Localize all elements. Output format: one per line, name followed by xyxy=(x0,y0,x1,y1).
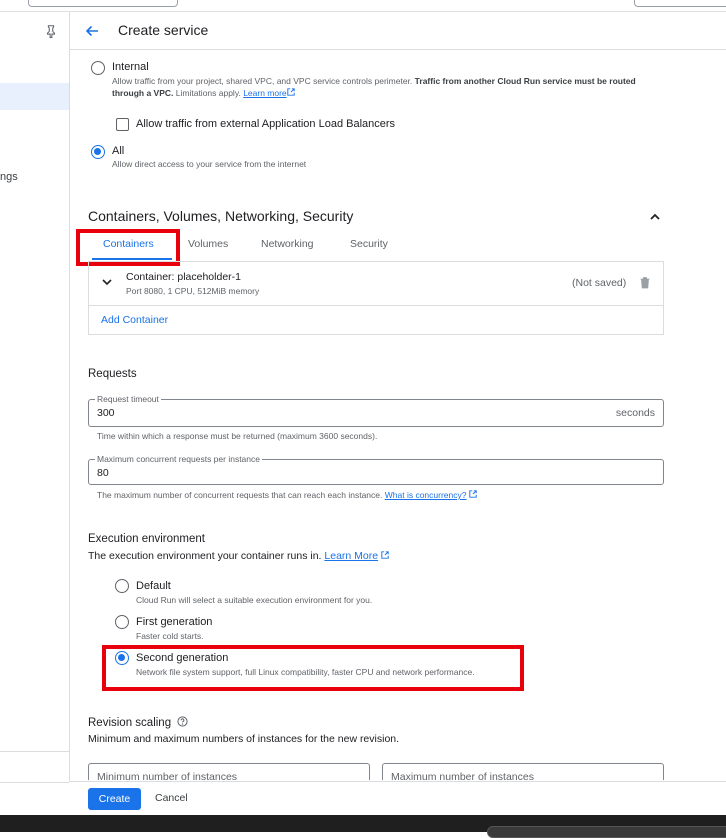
exec-env-first-gen-label: First generation xyxy=(136,616,213,628)
tab-containers[interactable]: Containers xyxy=(103,238,154,250)
sidebar-divider xyxy=(0,782,69,783)
exec-env-first-gen-radio[interactable] xyxy=(115,615,129,629)
help-icon[interactable] xyxy=(177,716,188,727)
containers-section-title: Containers, Volumes, Networking, Security xyxy=(88,208,354,224)
request-timeout-field[interactable] xyxy=(88,394,664,427)
execution-env-description xyxy=(88,550,389,562)
exec-env-second-gen-label: Second generation xyxy=(136,652,229,664)
request-timeout-label: Request timeout xyxy=(97,394,159,404)
concurrency-hint xyxy=(97,490,477,500)
ingress-all-label: All xyxy=(112,145,125,157)
learn-more-link[interactable]: Learn More xyxy=(324,550,379,562)
sidebar-divider xyxy=(0,751,69,752)
concurrency-value[interactable]: 80 xyxy=(97,467,109,479)
main-content xyxy=(70,51,726,780)
exec-env-second-gen-desc: Network file system support, full Linux compatibility, faster CPU and network performance. xyxy=(136,667,475,677)
sidebar xyxy=(0,12,70,782)
requests-title: Requests xyxy=(88,368,137,380)
desc-tail: Limitations apply. xyxy=(175,87,241,98)
ingress-all-radio[interactable] xyxy=(91,145,105,159)
trash-icon[interactable] xyxy=(639,276,651,289)
concurrency-label: Maximum concurrent requests per instance xyxy=(97,454,260,464)
chevron-up-icon[interactable] xyxy=(648,210,662,224)
revision-scaling-description: Minimum and maximum numbers of instances for the new revision. xyxy=(88,733,400,745)
highlight-box-second-generation xyxy=(102,645,524,691)
alb-checkbox[interactable] xyxy=(116,118,129,131)
pin-icon[interactable] xyxy=(44,24,58,38)
sidebar-item-label[interactable]: ngs xyxy=(0,171,18,183)
request-timeout-suffix: seconds xyxy=(615,407,655,419)
exec-env-default-desc: Cloud Run will select a suitable execution environment for you. xyxy=(136,595,373,605)
exec-env-default-radio[interactable] xyxy=(115,579,129,593)
back-arrow-icon[interactable] xyxy=(84,23,100,39)
add-container-button[interactable]: Add Container xyxy=(101,314,169,326)
alb-checkbox-label: Allow traffic from external Application Load Balancers xyxy=(136,118,396,130)
page-header xyxy=(70,12,726,50)
ingress-internal-radio[interactable] xyxy=(91,61,105,75)
tab-security[interactable]: Security xyxy=(350,238,388,250)
container-name[interactable]: Container: placeholder-1 xyxy=(126,271,241,283)
divider xyxy=(89,305,663,306)
page-title: Create service xyxy=(118,22,209,38)
max-instances-field[interactable] xyxy=(382,763,664,780)
external-link-icon xyxy=(287,88,295,96)
container-list xyxy=(88,261,664,335)
taskbar xyxy=(0,815,726,832)
sidebar-active-item[interactable] xyxy=(0,83,69,110)
container-details: Port 8080, 1 CPU, 512MiB memory xyxy=(126,286,260,296)
request-timeout-value[interactable]: 300 xyxy=(97,407,115,419)
exec-env-default-label: Default xyxy=(136,580,171,592)
external-link-icon xyxy=(381,551,389,559)
execution-env-desc-text: The execution environment your container runs in. xyxy=(88,550,322,562)
ingress-all-description: Allow direct access to your service from the internet xyxy=(112,159,307,169)
min-instances-field[interactable] xyxy=(88,763,370,780)
concurrency-hint-text: The maximum number of concurrent requests that can reach each instance. xyxy=(97,490,383,500)
learn-more-link[interactable]: Learn more xyxy=(243,87,287,98)
chevron-down-icon[interactable] xyxy=(101,276,113,288)
revision-scaling-title-text: Revision scaling xyxy=(88,717,172,729)
container-status: (Not saved) xyxy=(572,277,627,289)
what-is-concurrency-link[interactable]: What is concurrency? xyxy=(384,490,467,500)
exec-env-first-gen-desc: Faster cold starts. xyxy=(136,631,204,641)
tab-volumes[interactable]: Volumes xyxy=(188,238,229,250)
tab-networking[interactable]: Networking xyxy=(261,238,314,250)
concurrency-field[interactable] xyxy=(88,454,664,485)
create-button[interactable]: Create xyxy=(88,788,141,810)
browser-top-strip xyxy=(0,0,726,12)
min-instances-label: Minimum number of instances xyxy=(97,771,238,780)
cancel-button[interactable]: Cancel xyxy=(155,792,188,804)
execution-env-title: Execution environment xyxy=(88,533,205,545)
taskbar-pill[interactable] xyxy=(487,826,726,838)
desc-text: Allow traffic from your project, shared VPC, and VPC service controls perimeter. xyxy=(112,76,413,86)
external-link-icon xyxy=(469,490,477,498)
top-left-control[interactable] xyxy=(28,0,178,7)
ingress-internal-description xyxy=(112,76,652,99)
revision-scaling-title xyxy=(88,716,188,729)
ingress-internal-label: Internal xyxy=(112,61,149,73)
top-right-control[interactable] xyxy=(634,0,726,7)
desc-bold: Traffic from another Cloud Run service must be routed through a VPC. xyxy=(112,76,636,98)
request-timeout-hint: Time within which a response must be returned (maximum 3600 seconds). xyxy=(97,431,378,441)
max-instances-label: Maximum number of instances xyxy=(391,771,534,780)
footer-actions xyxy=(70,781,726,815)
